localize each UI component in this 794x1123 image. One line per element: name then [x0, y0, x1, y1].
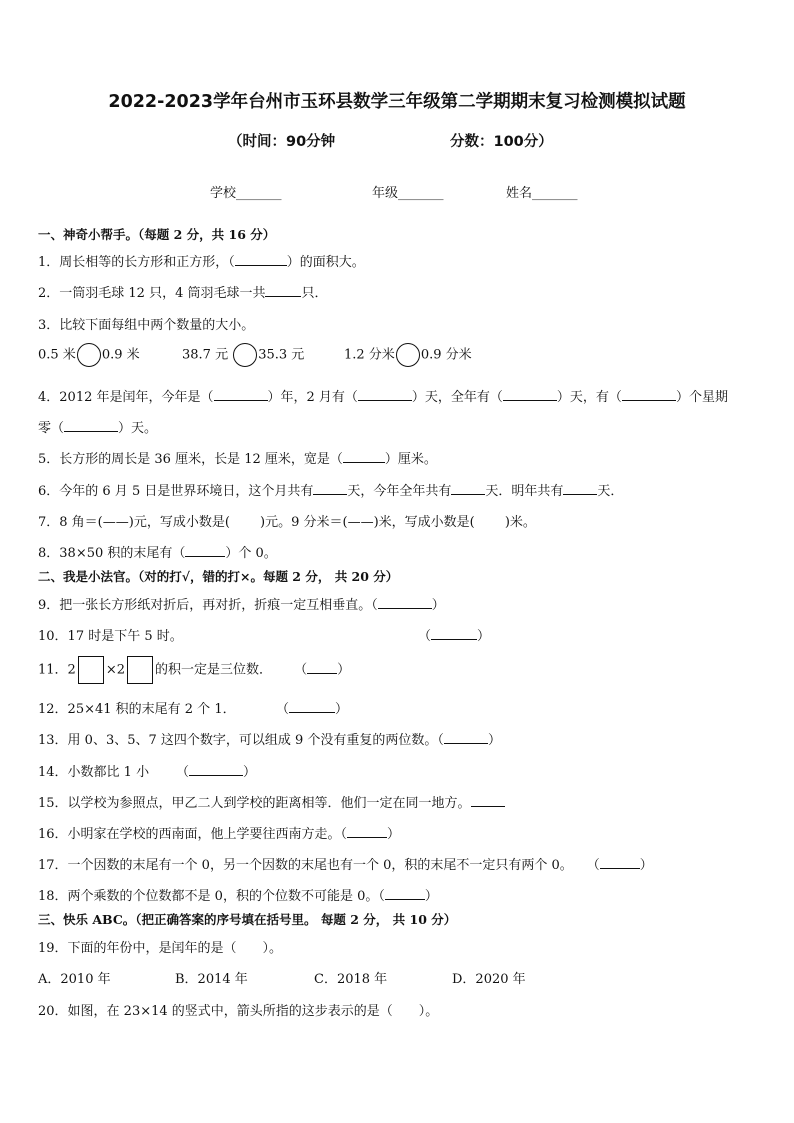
compare-1: 0.5 米 0.9 米	[38, 343, 140, 367]
section-1-heading: 一、神奇小帮手。（每题 2 分，共 16 分）	[38, 227, 276, 242]
question-10: 10．17 时是下午 5 时。 （ ）	[38, 629, 491, 644]
answer-blank[interactable]	[313, 483, 347, 495]
exam-score: 分数：100分）	[450, 134, 553, 150]
option-c[interactable]: C．2018 年	[314, 972, 388, 987]
answer-blank[interactable]	[64, 420, 118, 432]
compare-circle[interactable]	[396, 343, 420, 367]
answer-blank[interactable]	[503, 389, 557, 401]
question-19: 19．下面的年份中，是闰年的是（ ）。	[38, 941, 283, 956]
question-16: 16．小明家在学校的西南面，他上学要往西南方走。（ ）	[38, 827, 401, 842]
exam-time: （时间：90分钟	[228, 134, 336, 150]
answer-blank[interactable]	[265, 285, 301, 297]
question-1: 1．周长相等的长方形和正方形，（ ）的面积大。	[38, 255, 365, 270]
question-5: 5．长方形的周长是 36 厘米，长是 12 厘米，宽是（ ）厘米。	[38, 452, 437, 467]
name-field[interactable]: 姓名_______	[506, 186, 578, 201]
question-11: 11．2 ×2 的积一定是三位数． （ ）	[38, 656, 350, 684]
question-2: 2．一筒羽毛球 12 只，4 筒羽毛球一共 只．	[38, 286, 328, 301]
question-13: 13．用 0、3、5、7 这四个数字，可以组成 9 个没有重复的两位数。（ ）	[38, 733, 501, 748]
question-20: 20．如图，在 23×14 的竖式中，箭头所指的这步表示的是（ ）。	[38, 1004, 439, 1019]
compare-2: 38.7 元 35.3 元	[182, 343, 304, 367]
exam-title: 2022-2023学年台州市玉环县数学三年级第二学期期末复习检测模拟试题	[108, 92, 686, 112]
answer-blank[interactable]	[343, 451, 385, 463]
answer-blank[interactable]	[347, 826, 387, 838]
grade-field[interactable]: 年级_______	[372, 186, 444, 201]
section-3-heading: 三、快乐 ABC。（把正确答案的序号填在括号里。 每题 2 分， 共 10 分）	[38, 912, 457, 927]
compare-circle[interactable]	[77, 343, 101, 367]
question-8: 8．38×50 积的末尾有（ ）个 0。	[38, 546, 277, 561]
answer-blank[interactable]	[307, 662, 337, 674]
answer-blank[interactable]	[214, 389, 268, 401]
section-2-heading: 二、我是小法官。（对的打√，错的打×。每题 2 分， 共 20 分）	[38, 569, 399, 584]
question-4: 4．2012 年是闰年，今年是（ ）年，2 月有（ ）天，全年有（ ）天，有（ ）个星期	[38, 390, 728, 405]
question-14: 14．小数都比 1 小 （ ）	[38, 765, 257, 780]
answer-blank[interactable]	[563, 483, 597, 495]
option-a[interactable]: A．2010 年	[38, 972, 111, 987]
answer-blank[interactable]	[431, 628, 477, 640]
question-7: 7．8 角＝(——)元，写成小数是( )元。9 分米＝(——)米，写成小数是( )米。	[38, 515, 536, 530]
question-15: 15．以学校为参照点，甲乙二人到学校的距离相等．他们一定在同一地方。	[38, 792, 505, 811]
answer-blank[interactable]	[378, 597, 432, 609]
answer-blank[interactable]	[622, 389, 676, 401]
question-3: 3．比较下面每组中两个数量的大小。	[38, 318, 255, 333]
question-17: 17．一个因数的末尾有一个 0，另一个因数的末尾也有一个 0，积的末尾不一定只有两个 0。 （ ）	[38, 858, 653, 873]
option-b[interactable]: B．2014 年	[175, 972, 248, 987]
option-d[interactable]: D．2020 年	[452, 972, 526, 987]
digit-box[interactable]	[127, 656, 153, 684]
answer-blank[interactable]	[189, 764, 243, 776]
question-6: 6．今年的 6 月 5 日是世界环境日，这个月共有 天，今年全年共有 天．明年共有 天．	[38, 484, 624, 499]
compare-circle[interactable]	[233, 343, 257, 367]
question-18: 18．两个乘数的个位数都不是 0，积的个位数不可能是 0。（ ）	[38, 889, 438, 904]
question-12: 12．25×41 积的末尾有 2 个 1． （ ）	[38, 702, 349, 717]
answer-blank[interactable]	[385, 888, 425, 900]
answer-blank[interactable]	[185, 545, 225, 557]
answer-blank[interactable]	[358, 389, 412, 401]
answer-blank[interactable]	[451, 483, 485, 495]
compare-3: 1.2 分米 0.9 分米	[344, 343, 472, 367]
question-9: 9．把一张长方形纸对折后，再对折，折痕一定互相垂直。（ ）	[38, 598, 445, 613]
answer-blank[interactable]	[471, 795, 505, 807]
answer-blank[interactable]	[289, 701, 335, 713]
school-field[interactable]: 学校_______	[210, 186, 282, 201]
digit-box[interactable]	[78, 656, 104, 684]
question-4-cont: 零（ ）天。	[38, 421, 158, 436]
answer-blank[interactable]	[235, 254, 287, 266]
answer-blank[interactable]	[444, 732, 488, 744]
answer-blank[interactable]	[600, 857, 640, 869]
